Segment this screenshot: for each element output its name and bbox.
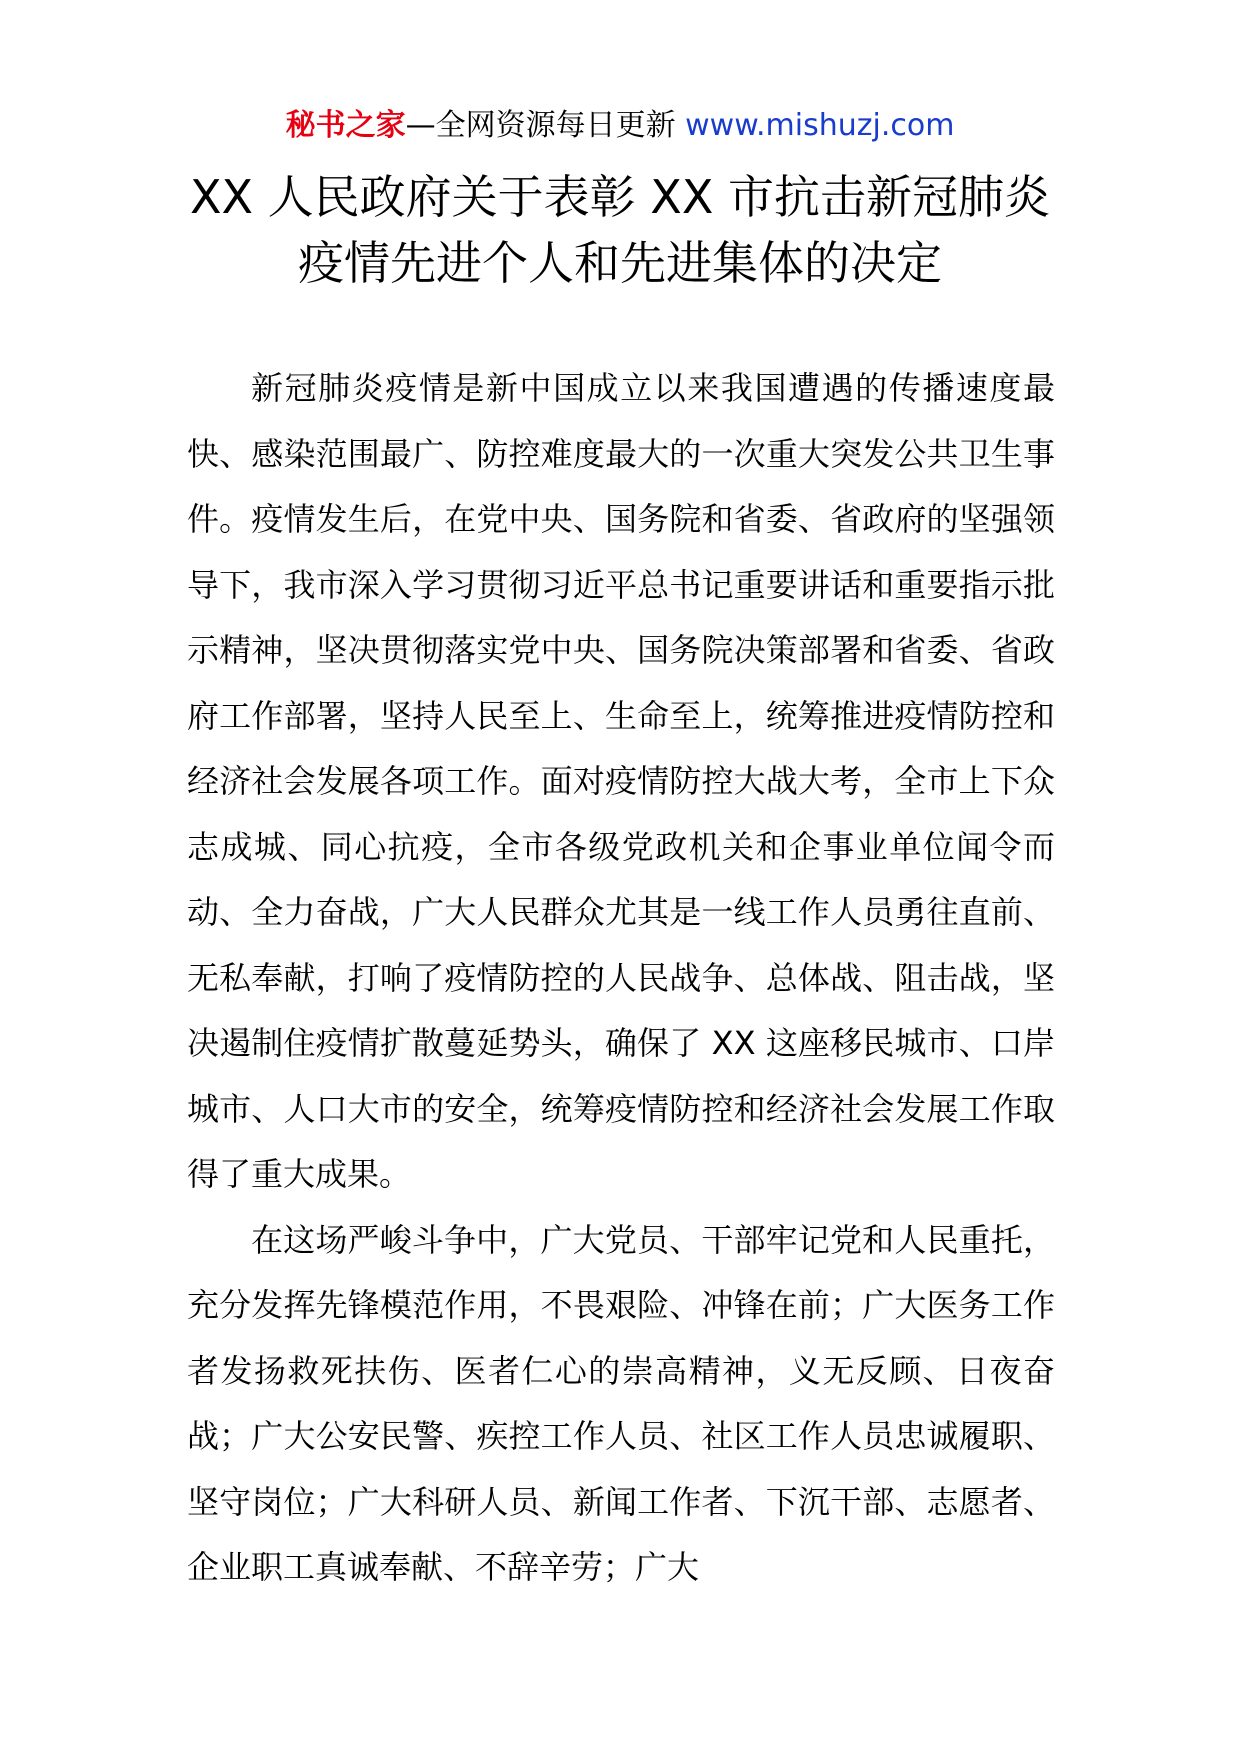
paragraph-1: 新冠肺炎疫情是新中国成立以来我国遭遇的传播速度最快、感染范围最广、防控难度最大的一次重大突发公共卫生事件。疫情发生后，在党中央、国务院和省委、省政府的坚强领导下，我市深入学习贯彻习近平总书记重要讲话和重要指示批示精神，坚决贯彻落实党中央、国务院决策部署和省委、省政府工作部署，坚持人民至上、生命至上，统筹推进疫情防控和经济社会发展各项工作。面对疫情防控大战大考，全市上下众志成城、同心抗疫，全市各级党政机关和企事业单位闻令而动、全力奋战，广大人民群众尤其是一线工作人员勇往直前、无私奉献，打响了疫情防控的人民战争、总体战、阻击战，坚决遏制住疫情扩散蔓延势头，确保了 XX 这座移民城市、口岸城市、人口大市的安全，统筹疫情防控和经济社会发展工作取得了重大成果。 [187, 369, 1055, 1193]
document-body [187, 356, 1055, 1601]
site-url: www.mishuzj.com [685, 108, 955, 143]
site-header [0, 104, 1240, 148]
header-slogan: —全网资源每日更新 [405, 108, 686, 143]
paragraph-2: 在这场严峻斗争中，广大党员、干部牢记党和人民重托，充分发挥先锋模范作用，不畏艰险、冲锋在前；广大医务工作者发扬救死扶伤、医者仁心的崇高精神，义无反顾、日夜奋战；广大公安民警、疾控工作人员、社区工作人员忠诚履职、坚守岗位；广大科研人员、新闻工作者、下沉干部、志愿者、企业职工真诚奉献、不辞辛劳；广大 [187, 1220, 1055, 1586]
title-line-2: 疫情先进个人和先进集体的决定 [298, 236, 942, 290]
title-line-1: XX 人民政府关于表彰 XX 市抗击新冠肺炎 [190, 170, 1050, 224]
brand-name: 秘书之家 [285, 108, 406, 143]
document-title [120, 164, 1120, 296]
